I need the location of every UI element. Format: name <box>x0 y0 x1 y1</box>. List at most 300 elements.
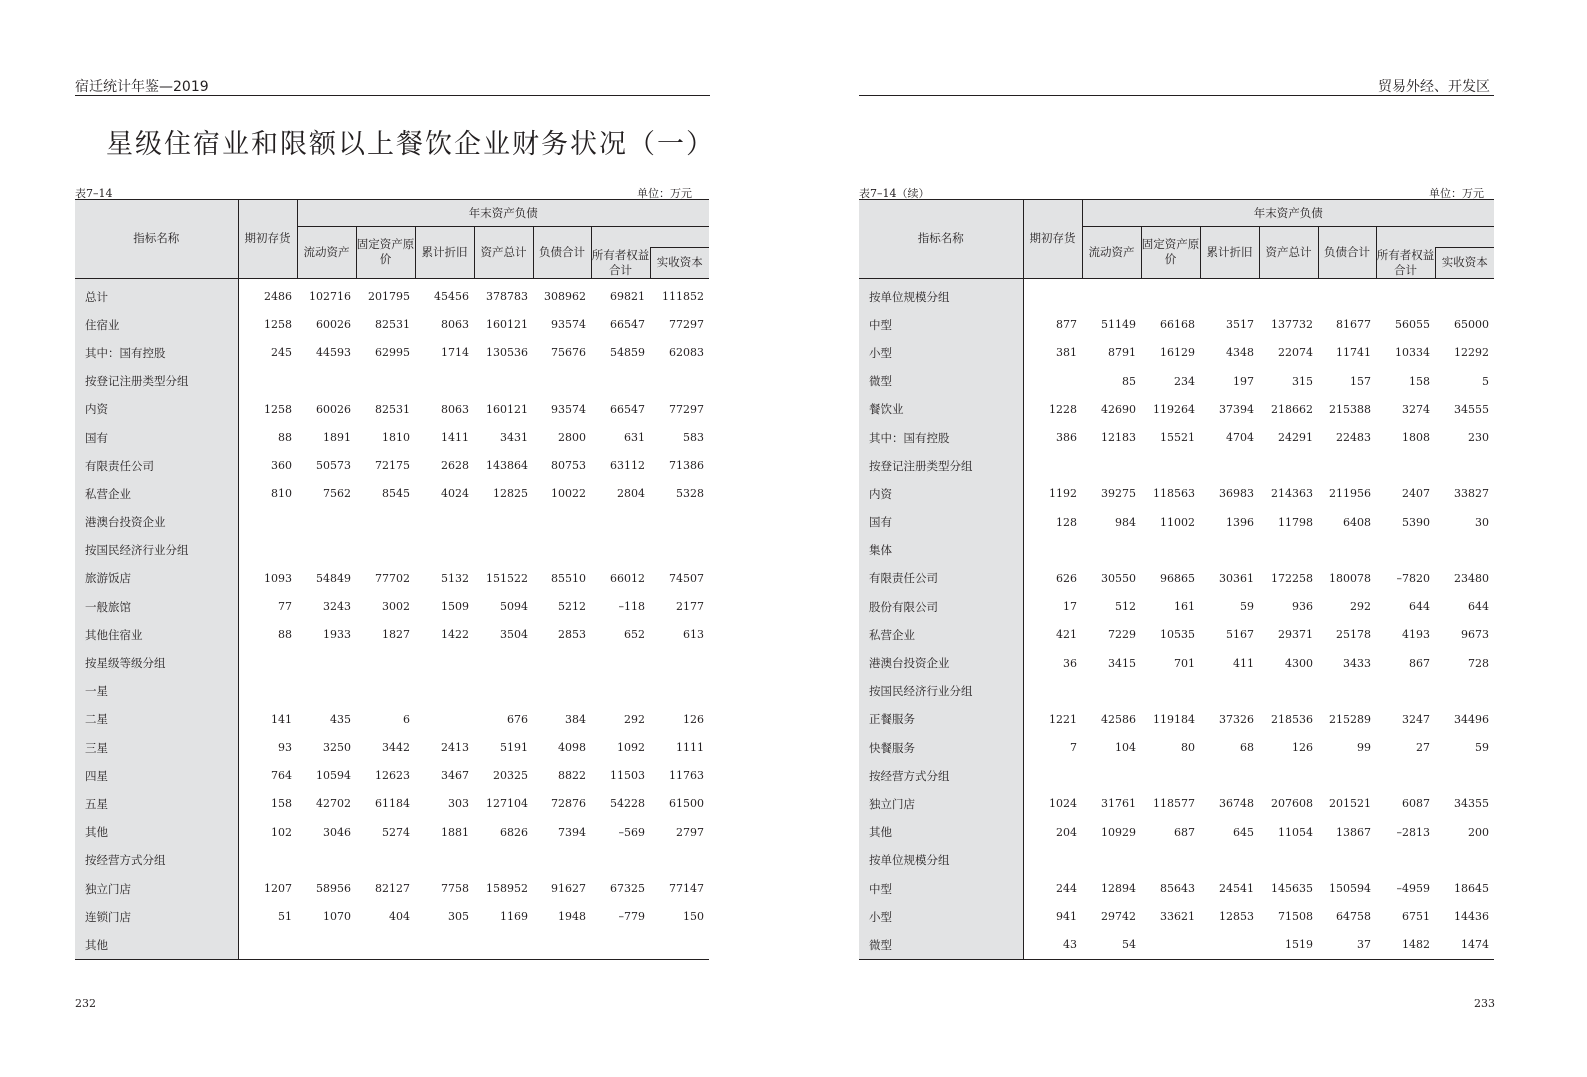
row-label: 私营企业 <box>859 621 1023 649</box>
table-body <box>75 278 709 960</box>
table-cell <box>415 508 474 536</box>
table-cell: 4300 <box>1285 656 1313 670</box>
table-cell <box>533 677 591 705</box>
table-row <box>859 818 1494 846</box>
row-label: 住宿业 <box>75 311 238 339</box>
table-row <box>75 395 709 423</box>
table-cell <box>1376 536 1435 564</box>
table-cell: 12825 <box>493 487 528 501</box>
table-cell: 6408 <box>1343 515 1371 529</box>
table-cell: 764 <box>271 769 292 783</box>
row-label: 总计 <box>75 278 238 311</box>
table-cell: 386 <box>1056 431 1077 445</box>
table-cell: 1111 <box>676 741 705 755</box>
table-cell: 60026 <box>316 402 351 416</box>
table-row <box>859 395 1494 423</box>
table-cell: 211956 <box>1329 487 1371 501</box>
table-cell: 63112 <box>610 459 645 473</box>
table-cell: 5390 <box>1402 515 1430 529</box>
table-row <box>75 818 709 846</box>
table-cell: 64758 <box>1336 910 1371 924</box>
col-header-opening-inventory: 期初存货 <box>238 200 297 279</box>
table-cell <box>1082 677 1141 705</box>
table-cell: 22483 <box>1336 431 1371 445</box>
table-cell: 1933 <box>323 628 351 642</box>
table-cell: 8791 <box>1108 346 1136 360</box>
table-cell: 200 <box>1468 825 1490 839</box>
table-cell: 1258 <box>264 318 292 332</box>
table-cell: 3442 <box>382 741 410 755</box>
table-cell: 1808 <box>1402 431 1430 445</box>
table-cell: 130536 <box>486 346 528 360</box>
table-cell: 88 <box>278 628 292 642</box>
table-cell <box>474 367 533 395</box>
row-label: 微型 <box>859 931 1023 960</box>
table-cell: 37326 <box>1219 712 1254 726</box>
col-header-depreciation: 累计折旧 <box>1200 227 1259 279</box>
table-cell <box>650 367 709 395</box>
table-cell <box>1435 762 1494 790</box>
header-rule <box>75 95 710 96</box>
table-row <box>75 480 709 508</box>
table-cell: 2628 <box>441 459 469 473</box>
table-cell: 23480 <box>1454 571 1490 585</box>
table-cell <box>650 846 709 874</box>
table-cell: 82127 <box>375 882 410 896</box>
table-cell <box>591 846 650 874</box>
table-cell: 421 <box>1056 628 1077 642</box>
row-label: 其中：国有控股 <box>75 339 238 367</box>
table-row <box>859 278 1494 311</box>
table-cell: 9673 <box>1461 628 1490 642</box>
table-cell: 59 <box>1240 600 1254 614</box>
table-cell: 126 <box>683 712 705 726</box>
table-row <box>75 564 709 592</box>
table-cell: 85 <box>1122 374 1136 388</box>
table-cell: 1093 <box>264 571 292 585</box>
table-cell: 67325 <box>610 882 645 896</box>
unit-label: 单位：万元 <box>1429 187 1484 200</box>
right-page <box>793 0 1586 1077</box>
table-cell: 151522 <box>486 571 528 585</box>
row-label: 小型 <box>859 339 1023 367</box>
row-label: 其中：国有控股 <box>859 423 1023 451</box>
table-cell: 16129 <box>1160 346 1195 360</box>
table-row <box>859 677 1494 705</box>
table-cell: 631 <box>624 431 645 445</box>
table-row <box>859 311 1494 339</box>
table-cell: 160121 <box>486 402 528 416</box>
table-cell <box>415 846 474 874</box>
col-header-name: 指标名称 <box>859 200 1023 279</box>
table-cell <box>415 677 474 705</box>
table-cell: 150594 <box>1329 882 1371 896</box>
row-label: 其他住宿业 <box>75 621 238 649</box>
table-cell <box>297 846 356 874</box>
table-cell: 150 <box>683 910 705 924</box>
col-header-year-end: 年末资产负债 <box>297 200 709 227</box>
table-cell: 1881 <box>441 825 469 839</box>
row-label: 国有 <box>75 423 238 451</box>
table-cell <box>533 536 591 564</box>
row-label: 中型 <box>859 311 1023 339</box>
row-label: 私营企业 <box>75 480 238 508</box>
row-label: 按单位规模分组 <box>859 846 1023 874</box>
table-cell: 75676 <box>551 346 586 360</box>
table-cell: 77297 <box>669 402 705 416</box>
table-cell <box>474 846 533 874</box>
table-cell: 867 <box>1409 656 1430 670</box>
table-row <box>859 734 1494 762</box>
row-label: 快餐服务 <box>859 734 1023 762</box>
row-label: 按登记注册类型分组 <box>859 452 1023 480</box>
row-label: 一星 <box>75 677 238 705</box>
table-row <box>75 311 709 339</box>
table-cell: 613 <box>683 628 705 642</box>
table-cell: 1519 <box>1259 931 1318 960</box>
table-cell: 54 <box>1082 931 1141 960</box>
table-cell: 74507 <box>669 571 705 585</box>
table-cell: 66547 <box>610 318 645 332</box>
table-cell: 29742 <box>1101 910 1136 924</box>
data-table <box>859 199 1494 960</box>
table-cell: 936 <box>1292 600 1313 614</box>
table-cell <box>591 677 650 705</box>
table-cell <box>1082 536 1141 564</box>
table-cell: 71508 <box>1278 910 1313 924</box>
table-row <box>859 705 1494 733</box>
table-cell: 2804 <box>617 487 645 501</box>
table-cell: 11798 <box>1278 515 1313 529</box>
table-cell: 77702 <box>375 571 410 585</box>
table-row <box>75 621 709 649</box>
table-cell: 158 <box>1409 374 1430 388</box>
table-cell: 99 <box>1357 741 1371 755</box>
col-header-fixed-assets: 固定资产原价 <box>356 227 415 279</box>
table-cell: 31761 <box>1101 797 1136 811</box>
table-cell: 54849 <box>316 571 351 585</box>
table-cell: 4098 <box>558 741 586 755</box>
table-cell: 143864 <box>486 459 528 473</box>
table-cell: 676 <box>507 712 528 726</box>
table-cell: 24541 <box>1219 882 1254 896</box>
row-label: 按国民经济行业分组 <box>75 536 238 564</box>
row-label: 二星 <box>75 705 238 733</box>
table-cell: 127104 <box>486 797 528 811</box>
table-row <box>859 564 1494 592</box>
table-cell: 18645 <box>1454 882 1490 896</box>
table-cell: 10535 <box>1160 628 1195 642</box>
table-cell: 245 <box>271 346 292 360</box>
table-row <box>859 593 1494 621</box>
table-cell <box>1435 452 1494 480</box>
table-cell: 137732 <box>1271 318 1313 332</box>
table-cell: 12183 <box>1101 431 1136 445</box>
table-row <box>75 339 709 367</box>
table-cell: 30361 <box>1219 571 1254 585</box>
table-cell: 27 <box>1416 741 1430 755</box>
table-cell: 360 <box>271 459 292 473</box>
col-header-total-assets: 资产总计 <box>1259 227 1318 279</box>
table-cell: 119264 <box>1153 402 1195 416</box>
table-cell <box>1023 278 1082 311</box>
table-cell: –779 <box>618 910 645 924</box>
table-cell <box>415 367 474 395</box>
table-cell: 42702 <box>316 797 351 811</box>
table-cell: 180078 <box>1329 571 1371 585</box>
table-cell: 22074 <box>1278 346 1313 360</box>
table-cell <box>650 931 709 960</box>
table-cell: 8063 <box>441 318 469 332</box>
table-cell <box>238 846 297 874</box>
table-cell: 43 <box>1023 931 1082 960</box>
table-cell: 77297 <box>669 318 705 332</box>
row-label: 旅游饭店 <box>75 564 238 592</box>
table-cell: 2413 <box>441 741 469 755</box>
unit-label: 单位：万元 <box>637 187 692 200</box>
row-label: 按经营方式分组 <box>859 762 1023 790</box>
row-label: 四星 <box>75 762 238 790</box>
table-cell <box>238 931 297 960</box>
table-cell <box>297 677 356 705</box>
table-cell: 1482 <box>1376 931 1435 960</box>
table-cell: 5132 <box>441 571 469 585</box>
table-row <box>859 621 1494 649</box>
left-page <box>0 0 793 1077</box>
table-number: 表7–14 <box>75 187 113 200</box>
col-header-total-liabilities: 负债合计 <box>1318 227 1376 279</box>
table-cell: 292 <box>1350 600 1371 614</box>
table-cell: 82531 <box>375 318 410 332</box>
table-cell: 3433 <box>1343 656 1371 670</box>
table-cell: 1207 <box>264 882 292 896</box>
table-cell: 215388 <box>1329 402 1371 416</box>
table-cell: 4704 <box>1226 431 1254 445</box>
table-cell: 66012 <box>610 571 645 585</box>
table-cell <box>1435 536 1494 564</box>
row-label: 五星 <box>75 790 238 818</box>
table-row <box>75 278 709 311</box>
table-cell: –118 <box>618 600 645 614</box>
table-cell: 161 <box>1174 600 1195 614</box>
table-cell: 15521 <box>1160 431 1195 445</box>
table-cell <box>591 367 650 395</box>
table-cell: 3250 <box>323 741 351 755</box>
table-cell: 12623 <box>375 769 410 783</box>
row-label: 连锁门店 <box>75 903 238 931</box>
table-cell: 37394 <box>1219 402 1254 416</box>
table-cell <box>1200 846 1259 874</box>
table-cell: 56055 <box>1395 318 1430 332</box>
table-cell: 1228 <box>1049 402 1077 416</box>
col-header-year-end: 年末资产负债 <box>1082 200 1494 227</box>
table-cell <box>356 508 415 536</box>
table-cell: 102 <box>271 825 292 839</box>
table-cell: 61500 <box>669 797 705 811</box>
table-cell: 30 <box>1475 515 1490 529</box>
table-cell <box>1023 536 1082 564</box>
col-header-owners-equity: 所有者权益合计 <box>591 247 650 277</box>
table-cell <box>1141 846 1200 874</box>
table-cell <box>1023 452 1082 480</box>
table-cell: 44593 <box>316 346 351 360</box>
table-cell: 65000 <box>1454 318 1490 332</box>
table-row <box>75 452 709 480</box>
table-cell: 72876 <box>551 797 586 811</box>
table-cell: 6826 <box>500 825 528 839</box>
table-cell <box>1023 367 1082 395</box>
data-table <box>75 199 709 960</box>
table-cell: 305 <box>448 910 469 924</box>
row-label: 中型 <box>859 874 1023 902</box>
table-cell: 51 <box>278 910 292 924</box>
table-row <box>859 339 1494 367</box>
table-cell: 37 <box>1318 931 1376 960</box>
col-header-current-assets: 流动资产 <box>1082 227 1141 279</box>
table-cell: 141 <box>271 712 292 726</box>
table-cell: 381 <box>1056 346 1077 360</box>
table-cell: 33621 <box>1160 910 1195 924</box>
table-cell: 80 <box>1181 741 1195 755</box>
table-cell: 81677 <box>1336 318 1371 332</box>
table-cell: 172258 <box>1271 571 1313 585</box>
table-cell <box>1082 846 1141 874</box>
table-cell: 77147 <box>669 882 705 896</box>
table-cell: 230 <box>1468 431 1490 445</box>
table-row <box>75 903 709 931</box>
table-body <box>859 278 1494 960</box>
table-cell: 126 <box>1292 741 1313 755</box>
table-cell <box>1376 677 1435 705</box>
table-cell: 810 <box>271 487 292 501</box>
table-cell: 5191 <box>500 741 528 755</box>
table-cell: 66168 <box>1160 318 1195 332</box>
table-cell <box>474 508 533 536</box>
col-header-owners-equity-group <box>591 227 709 248</box>
table-cell: 77 <box>278 600 292 614</box>
table-cell: 36748 <box>1219 797 1254 811</box>
table-row <box>859 790 1494 818</box>
table-cell: 104 <box>1115 741 1136 755</box>
table-row <box>75 846 709 874</box>
table-cell: 1948 <box>558 910 586 924</box>
table-cell <box>474 677 533 705</box>
table-row <box>75 874 709 902</box>
table-cell: 2800 <box>558 431 586 445</box>
table-cell: 34496 <box>1454 712 1490 726</box>
table-row <box>859 931 1494 960</box>
row-label: 按登记注册类型分组 <box>75 367 238 395</box>
table-cell: 644 <box>1409 600 1430 614</box>
col-header-fixed-assets: 固定资产原价 <box>1141 227 1200 279</box>
row-label: 独立门店 <box>859 790 1023 818</box>
table-cell <box>1023 846 1082 874</box>
table-row <box>75 593 709 621</box>
col-header-paid-in-capital: 实收资本 <box>650 248 709 279</box>
row-label: 按经营方式分组 <box>75 846 238 874</box>
table-row <box>859 423 1494 451</box>
table-cell: 4193 <box>1402 628 1430 642</box>
table-cell <box>1259 762 1318 790</box>
table-cell: 1092 <box>617 741 645 755</box>
row-label: 按星级等级分组 <box>75 649 238 677</box>
table-row <box>859 846 1494 874</box>
table-row <box>75 677 709 705</box>
table-cell: 1810 <box>382 431 410 445</box>
row-label: 三星 <box>75 734 238 762</box>
table-row <box>859 367 1494 395</box>
page-number: 233 <box>1474 997 1495 1010</box>
table-cell: 6087 <box>1402 797 1430 811</box>
table-cell <box>356 677 415 705</box>
table-cell <box>533 931 591 960</box>
table-cell: 687 <box>1174 825 1195 839</box>
table-cell <box>356 846 415 874</box>
col-header-name: 指标名称 <box>75 200 238 279</box>
table-cell <box>1318 278 1376 311</box>
table-cell <box>415 536 474 564</box>
table-cell: 6751 <box>1402 910 1430 924</box>
table-cell: 58956 <box>316 882 351 896</box>
table-cell: 4024 <box>441 487 469 501</box>
table-cell <box>238 508 297 536</box>
table-cell: 3431 <box>500 431 528 445</box>
table-cell: 2486 <box>264 290 292 304</box>
table-cell: 1509 <box>441 600 469 614</box>
page-title: 星级住宿业和限额以上餐饮企业财务状况（一） <box>106 129 715 160</box>
table-cell: 512 <box>1115 600 1136 614</box>
table-cell: 435 <box>330 712 351 726</box>
table-cell: 111852 <box>662 290 705 304</box>
row-label: 独立门店 <box>75 874 238 902</box>
row-label: 微型 <box>859 367 1023 395</box>
table-row <box>859 508 1494 536</box>
table-cell: 54228 <box>610 797 645 811</box>
table-row <box>75 536 709 564</box>
table-cell: 5274 <box>382 825 410 839</box>
table-cell <box>533 846 591 874</box>
table-cell: 201521 <box>1329 797 1371 811</box>
table-cell <box>1435 846 1494 874</box>
table-cell: 93574 <box>551 318 586 332</box>
row-label: 国有 <box>859 508 1023 536</box>
table-cell: 12853 <box>1219 910 1254 924</box>
table-cell <box>1082 278 1141 311</box>
table-cell <box>1318 677 1376 705</box>
table-cell: 91627 <box>551 882 586 896</box>
row-label: 股份有限公司 <box>859 593 1023 621</box>
table-cell: 877 <box>1056 318 1077 332</box>
table-cell: 10022 <box>551 487 586 501</box>
row-label: 其他 <box>859 818 1023 846</box>
table-cell: 61184 <box>375 797 410 811</box>
table-cell: 7229 <box>1108 628 1136 642</box>
table-cell: 119184 <box>1153 712 1195 726</box>
table-cell: 60026 <box>316 318 351 332</box>
table-cell: 6 <box>403 712 410 726</box>
table-cell: 11503 <box>610 769 645 783</box>
table-row <box>859 903 1494 931</box>
table-cell: 3243 <box>323 600 351 614</box>
table-cell: 214363 <box>1271 487 1313 501</box>
col-header-depreciation: 累计折旧 <box>415 227 474 279</box>
table-cell <box>1318 536 1376 564</box>
table-cell: 145635 <box>1271 882 1313 896</box>
col-header-owners-equity-group <box>1376 227 1494 248</box>
table-cell: 85643 <box>1160 882 1195 896</box>
table-cell: 12894 <box>1101 882 1136 896</box>
table-cell: 30550 <box>1101 571 1136 585</box>
